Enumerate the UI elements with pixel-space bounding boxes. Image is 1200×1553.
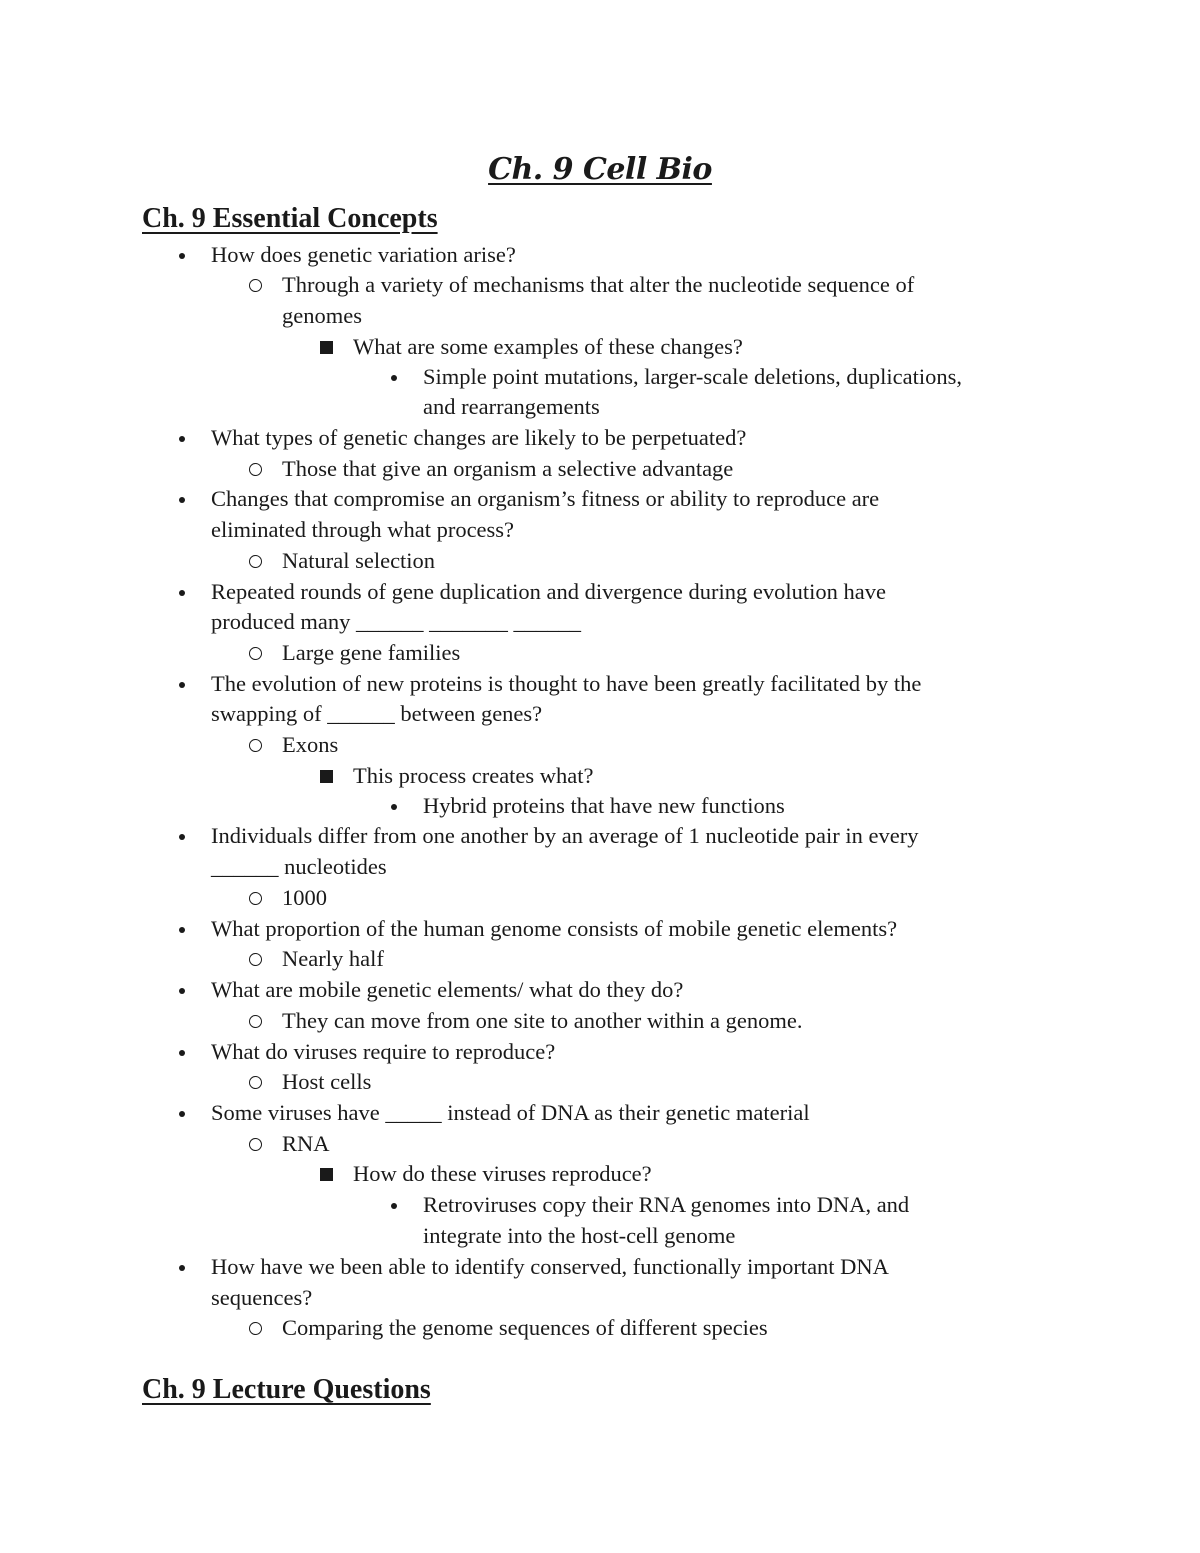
- list-item: Exons: [282, 730, 338, 761]
- bullet-circle-icon: [249, 739, 262, 752]
- bullet-circle-icon: [249, 555, 262, 568]
- list-item: 1000: [282, 883, 327, 914]
- bullet-dot-icon: [179, 927, 185, 933]
- bullet-dot-icon: [179, 682, 185, 688]
- bullet-dot-icon: [391, 804, 397, 810]
- list-item: The evolution of new proteins is thought to have been greatly facilitated by the: [211, 669, 921, 700]
- bullet-dot-icon: [179, 1111, 185, 1117]
- list-item: Changes that compromise an organism’s fitness or ability to reproduce are: [211, 484, 879, 515]
- list-item-continuation: genomes: [282, 303, 362, 328]
- list-item: How have we been able to identify conserved, functionally important DNA: [211, 1252, 889, 1283]
- bullet-circle-icon: [249, 953, 262, 966]
- list-item-continuation: swapping of ______ between genes?: [211, 701, 543, 726]
- bullet-dot-icon: [179, 1265, 185, 1271]
- bullet-dot-icon: [179, 497, 185, 503]
- list-item: Simple point mutations, larger-scale deletions, duplications,: [423, 362, 962, 393]
- list-item-continuation: ______ nucleotides: [211, 854, 387, 879]
- list-item: Large gene families: [282, 638, 460, 669]
- bullet-circle-icon: [249, 647, 262, 660]
- bullet-circle-icon: [249, 1322, 262, 1335]
- list-item-continuation: and rearrangements: [423, 394, 600, 419]
- bullet-circle-icon: [249, 463, 262, 476]
- list-item: What are some examples of these changes?: [353, 332, 743, 363]
- list-item: What are mobile genetic elements/ what do they do?: [211, 975, 683, 1006]
- list-item: What proportion of the human genome consists of mobile genetic elements?: [211, 914, 897, 945]
- section-heading-lecture-questions: Ch. 9 Lecture Questions: [142, 1374, 431, 1405]
- list-item-continuation: eliminated through what process?: [211, 517, 515, 542]
- bullet-circle-icon: [249, 1076, 262, 1089]
- bullet-dot-icon: [391, 1203, 397, 1209]
- list-item: They can move from one site to another within a genome.: [282, 1006, 802, 1037]
- bullet-dot-icon: [179, 436, 185, 442]
- bullet-circle-icon: [249, 1015, 262, 1028]
- bullet-dot-icon: [179, 834, 185, 840]
- bullet-circle-icon: [249, 892, 262, 905]
- bullet-circle-icon: [249, 279, 262, 292]
- bullet-dot-icon: [179, 1050, 185, 1056]
- list-item: Repeated rounds of gene duplication and divergence during evolution have: [211, 577, 886, 608]
- list-item: This process creates what?: [353, 761, 594, 792]
- list-item: Nearly half: [282, 944, 384, 975]
- bullet-dot-icon: [391, 375, 397, 381]
- list-item-continuation: produced many ______ _______ ______: [211, 609, 581, 634]
- bullet-dot-icon: [179, 988, 185, 994]
- list-item: Hybrid proteins that have new functions: [423, 791, 785, 822]
- list-item: Through a variety of mechanisms that alter the nucleotide sequence of: [282, 270, 914, 301]
- section-heading-essential-concepts: Ch. 9 Essential Concepts: [142, 203, 438, 234]
- list-item-continuation: integrate into the host-cell genome: [423, 1223, 736, 1248]
- bullet-square-icon: [320, 770, 333, 783]
- list-item: Those that give an organism a selective advantage: [282, 454, 733, 485]
- bullet-dot-icon: [179, 253, 185, 259]
- list-item: Retroviruses copy their RNA genomes into DNA, and: [423, 1190, 909, 1221]
- list-item: Comparing the genome sequences of different species: [282, 1313, 768, 1344]
- list-item: What do viruses require to reproduce?: [211, 1037, 555, 1068]
- bullet-square-icon: [320, 1168, 333, 1181]
- page-title: Ch. 9 Cell Bio: [488, 152, 712, 187]
- list-item: Host cells: [282, 1067, 371, 1098]
- list-item: How do these viruses reproduce?: [353, 1159, 652, 1190]
- list-item: RNA: [282, 1129, 330, 1160]
- list-item: Natural selection: [282, 546, 435, 577]
- bullet-square-icon: [320, 341, 333, 354]
- list-item: How does genetic variation arise?: [211, 240, 516, 271]
- list-item-continuation: sequences?: [211, 1285, 313, 1310]
- list-item: Individuals differ from one another by an average of 1 nucleotide pair in every: [211, 821, 918, 852]
- list-item: What types of genetic changes are likely to be perpetuated?: [211, 423, 746, 454]
- bullet-dot-icon: [179, 590, 185, 596]
- bullet-circle-icon: [249, 1138, 262, 1151]
- list-item: Some viruses have _____ instead of DNA as their genetic material: [211, 1098, 810, 1129]
